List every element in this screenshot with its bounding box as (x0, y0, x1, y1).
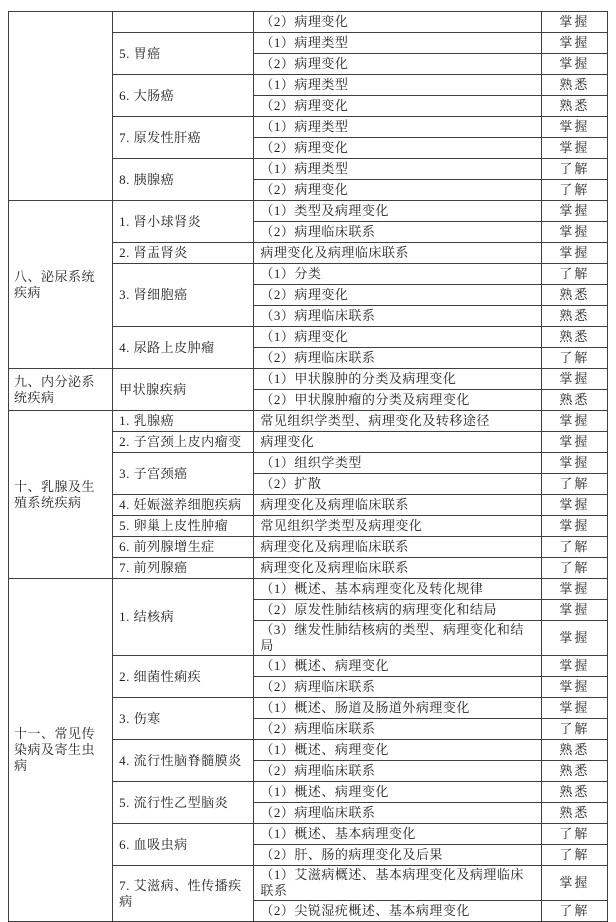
topic-cell: （2）病理临床联系 (254, 677, 541, 698)
mastery-level-cell: 掌握 (541, 698, 607, 719)
mastery-level-cell: 熟悉 (541, 306, 607, 327)
disease-cell: 1. 肾小球肾炎 (113, 201, 254, 243)
disease-cell: 1. 结核病 (113, 579, 254, 656)
disease-cell: 6. 大肠癌 (113, 75, 254, 117)
topic-cell: （1）概述、基本病理变化及转化规律 (254, 579, 541, 600)
mastery-level-cell: 熟悉 (541, 75, 607, 96)
mastery-level-cell: 熟悉 (541, 782, 607, 803)
mastery-level-cell: 掌握 (541, 432, 607, 453)
topic-cell: （2）尖锐湿疣概述、基本病理变化 (254, 901, 541, 922)
syllabus-table (8, 11, 608, 922)
category-cell: 十一、常见传染病及寄生虫病 (9, 579, 113, 922)
disease-cell: 4. 尿路上皮肿瘤 (113, 327, 254, 369)
topic-cell: （2）病理临床联系 (254, 761, 541, 782)
syllabus-table-body (9, 12, 608, 922)
mastery-level-cell: 掌握 (541, 54, 607, 75)
topic-cell: （2）病理变化 (254, 285, 541, 306)
topic-cell: （2）肝、肠的病理变化及后果 (254, 845, 541, 866)
topic-cell: （1）概述、病理变化 (254, 656, 541, 677)
mastery-level-cell: 掌握 (541, 600, 607, 621)
mastery-level-cell: 了解 (541, 558, 607, 579)
topic-cell: （2）甲状腺肿瘤的分类及病理变化 (254, 390, 541, 411)
topic-cell: （2）病理变化 (254, 138, 541, 159)
topic-cell: （1）病理类型 (254, 117, 541, 138)
topic-cell: （2）病理临床联系 (254, 222, 541, 243)
mastery-level-cell: 掌握 (541, 33, 607, 54)
mastery-level-cell: 掌握 (541, 656, 607, 677)
topic-cell: 病理变化及病理临床联系 (254, 243, 541, 264)
disease-cell: 2. 细菌性痢疾 (113, 656, 254, 698)
disease-cell: 3. 肾细胞癌 (113, 264, 254, 327)
topic-cell: （1）分类 (254, 264, 541, 285)
disease-cell: 6. 血吸虫病 (113, 824, 254, 866)
topic-cell: 病理变化及病理临床联系 (254, 558, 541, 579)
mastery-level-cell: 掌握 (541, 201, 607, 222)
topic-cell: （1）甲状腺肿的分类及病理变化 (254, 369, 541, 390)
topic-cell: 常见组织学类型及病理变化 (254, 516, 541, 537)
mastery-level-cell: 掌握 (541, 677, 607, 698)
disease-cell: 甲状腺疾病 (113, 369, 254, 411)
topic-cell: （1）病理类型 (254, 159, 541, 180)
disease-cell: 5. 卵巢上皮性肿瘤 (113, 516, 254, 537)
topic-cell: （2）病理临床联系 (254, 348, 541, 369)
category-cell (9, 12, 113, 201)
disease-cell: 7. 前列腺癌 (113, 558, 254, 579)
topic-cell: （2）病理变化 (254, 180, 541, 201)
topic-cell: （2）病理临床联系 (254, 719, 541, 740)
mastery-level-cell: 了解 (541, 180, 607, 201)
disease-cell: 8. 胰腺癌 (113, 159, 254, 201)
mastery-level-cell: 了解 (541, 824, 607, 845)
mastery-level-cell: 掌握 (541, 411, 607, 432)
disease-cell: 7. 艾滋病、性传播疾病 (113, 866, 254, 922)
topic-cell: （1）病理类型 (254, 75, 541, 96)
mastery-level-cell: 熟悉 (541, 327, 607, 348)
topic-cell: （1）组织学类型 (254, 453, 541, 474)
table-row (9, 12, 608, 33)
topic-cell: （1）概述、肠道及肠道外病理变化 (254, 698, 541, 719)
disease-cell: 4. 流行性脑脊髓膜炎 (113, 740, 254, 782)
mastery-level-cell: 掌握 (541, 243, 607, 264)
topic-cell: 常见组织学类型、病理变化及转移途径 (254, 411, 541, 432)
mastery-level-cell: 掌握 (541, 579, 607, 600)
topic-cell: （1）类型及病理变化 (254, 201, 541, 222)
mastery-level-cell: 了解 (541, 159, 607, 180)
mastery-level-cell: 了解 (541, 537, 607, 558)
disease-cell (113, 12, 254, 33)
category-cell: 九、内分泌系统疾病 (9, 369, 113, 411)
mastery-level-cell: 熟悉 (541, 285, 607, 306)
table-row (9, 579, 608, 600)
topic-cell: （2）病理变化 (254, 54, 541, 75)
topic-cell: （1）概述、基本病理变化 (254, 824, 541, 845)
category-cell: 十、乳腺及生殖系统疾病 (9, 411, 113, 579)
mastery-level-cell: 了解 (541, 348, 607, 369)
mastery-level-cell: 熟悉 (541, 803, 607, 824)
disease-cell: 3. 子宫颈癌 (113, 453, 254, 495)
disease-cell: 6. 前列腺增生症 (113, 537, 254, 558)
disease-cell: 1. 乳腺癌 (113, 411, 254, 432)
category-cell: 八、泌尿系统疾病 (9, 201, 113, 369)
mastery-level-cell: 熟悉 (541, 390, 607, 411)
topic-cell: （1）概述、病理变化 (254, 740, 541, 761)
topic-cell: （1）病理类型 (254, 33, 541, 54)
topic-cell: （3）继发性肺结核病的类型、病理变化和结局 (254, 621, 541, 656)
topic-cell: 病理变化及病理临床联系 (254, 537, 541, 558)
topic-cell: （1）艾滋病概述、基本病理变化及病理临床联系 (254, 866, 541, 901)
table-row (9, 411, 608, 432)
topic-cell: （2）病理变化 (254, 12, 541, 33)
disease-cell: 5. 胃癌 (113, 33, 254, 75)
mastery-level-cell: 掌握 (541, 222, 607, 243)
topic-cell: （1）概述、病理变化 (254, 782, 541, 803)
topic-cell: 病理变化 (254, 432, 541, 453)
mastery-level-cell: 熟悉 (541, 96, 607, 117)
table-row (9, 369, 608, 390)
table-row (9, 201, 608, 222)
topic-cell: （3）病理临床联系 (254, 306, 541, 327)
disease-cell: 2. 子宫颈上皮内瘤变 (113, 432, 254, 453)
mastery-level-cell: 掌握 (541, 621, 607, 656)
mastery-level-cell: 掌握 (541, 495, 607, 516)
topic-cell: （2）病理临床联系 (254, 803, 541, 824)
mastery-level-cell: 掌握 (541, 138, 607, 159)
disease-cell: 7. 原发性肝癌 (113, 117, 254, 159)
topic-cell: （2）扩散 (254, 474, 541, 495)
mastery-level-cell: 了解 (541, 719, 607, 740)
mastery-level-cell: 了解 (541, 845, 607, 866)
mastery-level-cell: 熟悉 (541, 761, 607, 782)
topic-cell: （2）原发性肺结核病的病理变化和结局 (254, 600, 541, 621)
disease-cell: 2. 肾盂肾炎 (113, 243, 254, 264)
mastery-level-cell: 掌握 (541, 516, 607, 537)
mastery-level-cell: 熟悉 (541, 740, 607, 761)
disease-cell: 3. 伤寒 (113, 698, 254, 740)
mastery-level-cell: 掌握 (541, 117, 607, 138)
mastery-level-cell: 掌握 (541, 866, 607, 901)
topic-cell: （2）病理变化 (254, 96, 541, 117)
topic-cell: 病理变化及病理临床联系 (254, 495, 541, 516)
mastery-level-cell: 掌握 (541, 12, 607, 33)
mastery-level-cell: 掌握 (541, 369, 607, 390)
mastery-level-cell: 了解 (541, 264, 607, 285)
topic-cell: （1）病理变化 (254, 327, 541, 348)
disease-cell: 5. 流行性乙型脑炎 (113, 782, 254, 824)
mastery-level-cell: 掌握 (541, 453, 607, 474)
mastery-level-cell: 了解 (541, 901, 607, 922)
mastery-level-cell: 了解 (541, 474, 607, 495)
disease-cell: 4. 妊娠滋养细胞疾病 (113, 495, 254, 516)
